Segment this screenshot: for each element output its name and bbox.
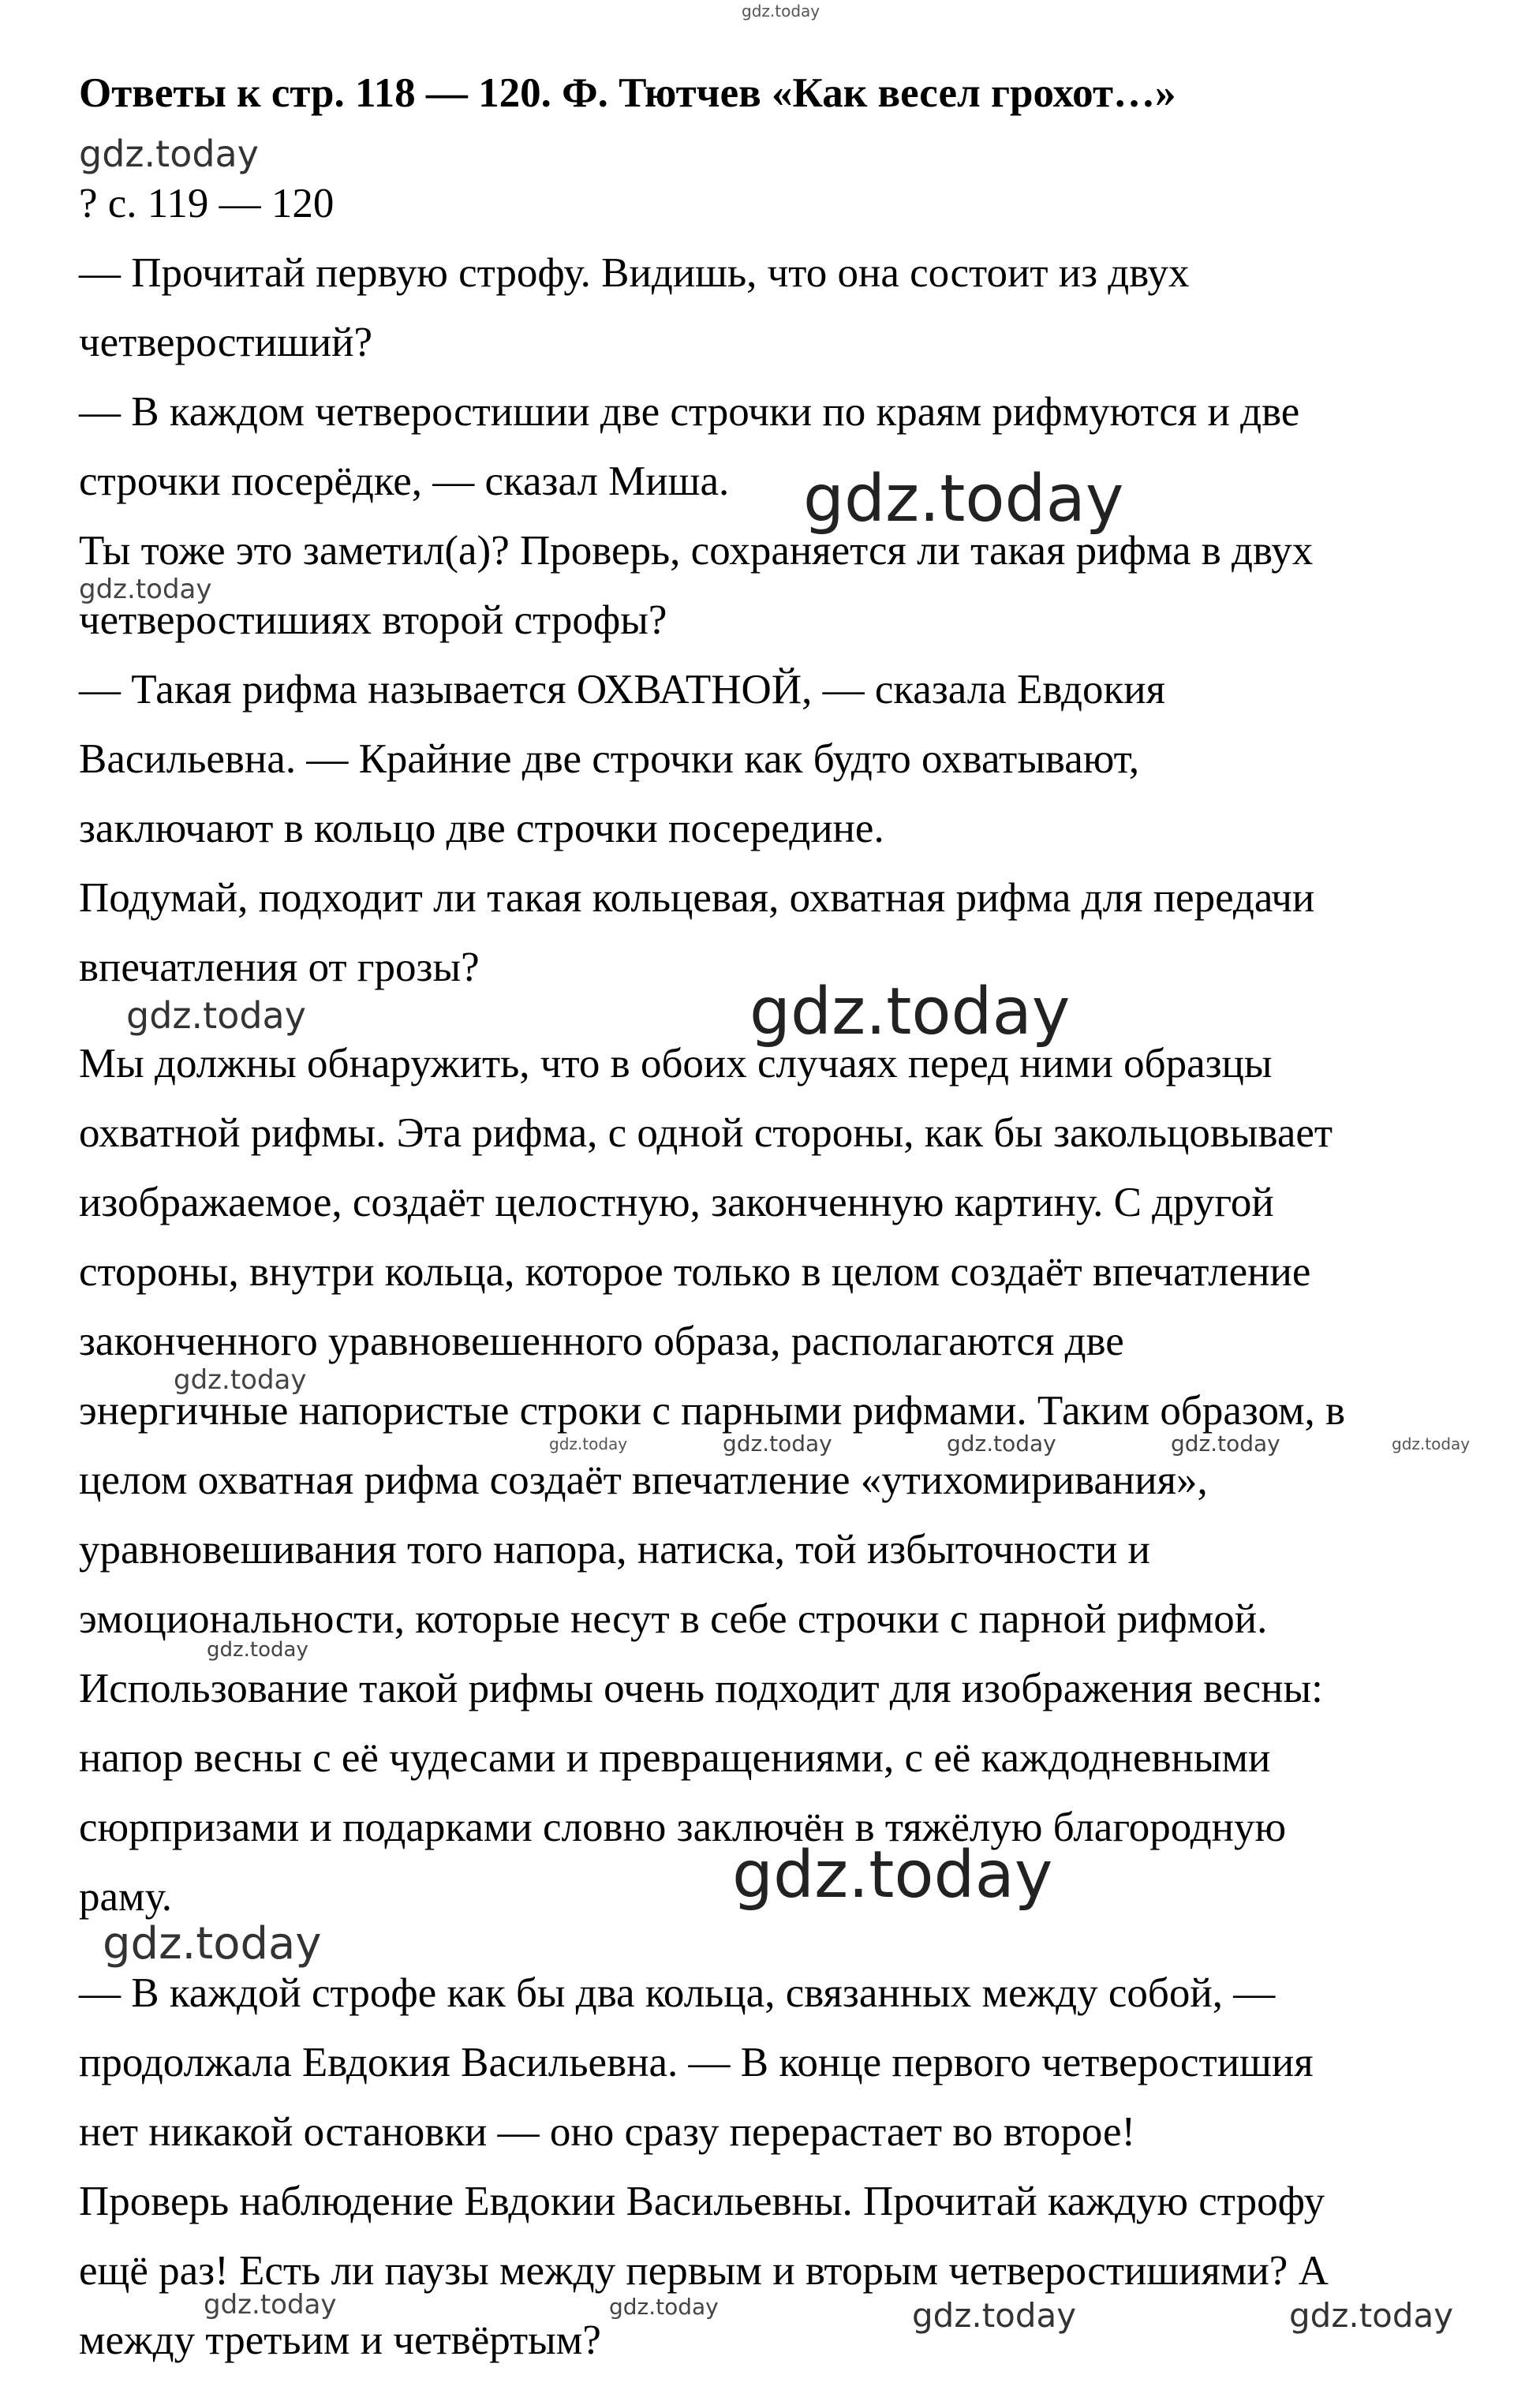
text-line: напор весны с её чудесами и превращениями, с её каждодневными xyxy=(79,1735,1271,1781)
text-line: четверостиший? xyxy=(79,320,373,365)
text-line: сюрпризами и подарками словно заключён в тяжёлую благородную xyxy=(79,1805,1287,1850)
watermark: gdz.today xyxy=(79,574,212,605)
text-line: Васильевна. — Крайние две строчки как будто охватывают, xyxy=(79,736,1140,782)
text-line: — В каждой строфе как бы два кольца, связанных между собой, — xyxy=(79,1970,1276,2016)
watermark: gdz.today xyxy=(174,1364,307,1396)
text-line: законченного уравновешенного образа, располагаются две xyxy=(79,1318,1124,1364)
text-line: Использование такой рифмы очень подходит для изображения весны: xyxy=(79,1666,1323,1711)
text-line: Подумай, подходит ли такая кольцевая, охватная рифма для передачи xyxy=(79,875,1315,921)
watermark: gdz.today xyxy=(549,1434,628,1453)
text-line: четверостишиях второй строфы? xyxy=(79,597,667,643)
watermark: gdz.today xyxy=(749,974,1071,1049)
watermark: gdz.today xyxy=(126,994,306,1037)
text-line: Проверь наблюдение Евдокии Васильевны. Прочитай каждую строфу xyxy=(79,2179,1325,2224)
watermark-top: gdz.today xyxy=(742,2,820,21)
watermark: gdz.today xyxy=(79,133,259,175)
text-line: ? с. 119 — 120 xyxy=(79,181,335,226)
text-line: впечатления от грозы? xyxy=(79,944,480,990)
text-line: уравновешивания того напора, натиска, той избыточности и xyxy=(79,1527,1150,1573)
watermark: gdz.today xyxy=(609,2294,719,2320)
text-line: эмоциональности, которые несут в себе строчки с парной рифмой. xyxy=(79,1596,1268,1642)
text-line: раму. xyxy=(79,1874,173,1920)
watermark: gdz.today xyxy=(912,2296,1077,2335)
text-line: нет никакой остановки — оно сразу перерастает во второе! xyxy=(79,2109,1136,2155)
watermark: gdz.today xyxy=(1289,2296,1454,2335)
text-line: охватной рифмы. Эта рифма, с одной стороны, как бы закольцовывает xyxy=(79,1110,1333,1156)
text-line: — В каждом четверостишии две строчки по краям рифмуются и две xyxy=(79,389,1300,435)
page-title: Ответы к стр. 118 — 120. Ф. Тютчев «Как весел грохот…» xyxy=(79,70,1176,116)
text-line: ещё раз! Есть ли паузы между первым и вторым четверостишиями? А xyxy=(79,2248,1329,2294)
watermark: gdz.today xyxy=(204,2289,337,2321)
watermark: gdz.today xyxy=(723,1431,832,1457)
text-line: Ты тоже это заметил(а)? Проверь, сохраняется ли такая рифма в двух xyxy=(79,528,1314,574)
text-line: продолжала Евдокия Васильевна. — В конце первого четверостишия xyxy=(79,2040,1314,2085)
text-line: целом охватная рифма создаёт впечатление «утихомиривания», xyxy=(79,1457,1208,1503)
text-line: — Прочитай первую строфу. Видишь, что она состоит из двух xyxy=(79,250,1190,296)
watermark: gdz.today xyxy=(1392,1434,1471,1453)
watermark: gdz.today xyxy=(207,1638,308,1662)
watermark: gdz.today xyxy=(1171,1431,1280,1457)
text-line: энергичные напористые строки с парными рифмами. Таким образом, в xyxy=(79,1388,1346,1434)
text-line: — Такая рифма называется ОХВАТНОЙ, — сказала Евдокия xyxy=(79,667,1166,713)
watermark: gdz.today xyxy=(803,462,1124,537)
text-line: между третьим и четвёртым? xyxy=(79,2317,601,2363)
watermark: gdz.today xyxy=(732,1838,1053,1913)
watermark: gdz.today xyxy=(947,1431,1056,1457)
text-line: изображаемое, создаёт целостную, законченную картину. С другой xyxy=(79,1180,1274,1225)
text-line: строчки посерёдке, — сказал Миша. xyxy=(79,458,730,504)
text-line: Мы должны обнаружить, что в обоих случаях перед ними образцы xyxy=(79,1041,1273,1087)
watermark: gdz.today xyxy=(103,1918,322,1969)
text-line: заключают в кольцо две строчки посередине. xyxy=(79,806,884,851)
text-line: стороны, внутри кольца, которое только в целом создаёт впечатление xyxy=(79,1249,1311,1295)
